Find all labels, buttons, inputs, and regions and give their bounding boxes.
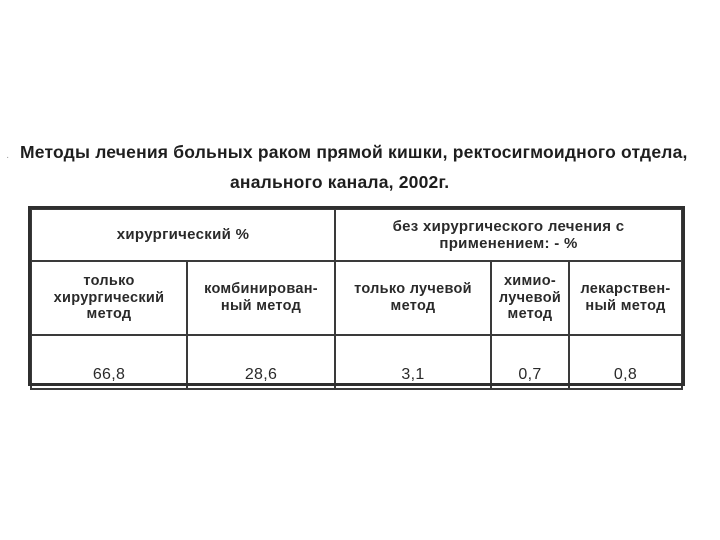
- column-header-row: [31, 261, 682, 335]
- document-title-line-2: анального канала, 2002г.: [230, 172, 450, 192]
- value-cell: 66,8: [31, 335, 187, 389]
- value-cell: 28,6: [187, 335, 335, 389]
- column-header: комбинирован-ный метод: [187, 261, 335, 335]
- column-header: только хирургический метод: [31, 261, 187, 335]
- group-header-row: [31, 209, 682, 261]
- value-cell: 3,1: [335, 335, 491, 389]
- scan-speck: ·: [6, 152, 10, 163]
- value-cell: 0,8: [569, 335, 682, 389]
- treatment-methods-table: [30, 208, 683, 390]
- column-header: лекарствен-ный метод: [569, 261, 682, 335]
- column-header: химио-лучевой метод: [491, 261, 569, 335]
- header-nonsurgical: без хирургического лечения с применением: - %: [335, 209, 682, 261]
- value-cell: 0,7: [491, 335, 569, 389]
- document-title-line-1: Методы лечения больных раком прямой кишки, ректосигмоидного отдела,: [20, 142, 688, 162]
- table-row: [31, 335, 682, 389]
- column-header: только лучевой метод: [335, 261, 491, 335]
- header-surgical: хирургический %: [31, 209, 335, 261]
